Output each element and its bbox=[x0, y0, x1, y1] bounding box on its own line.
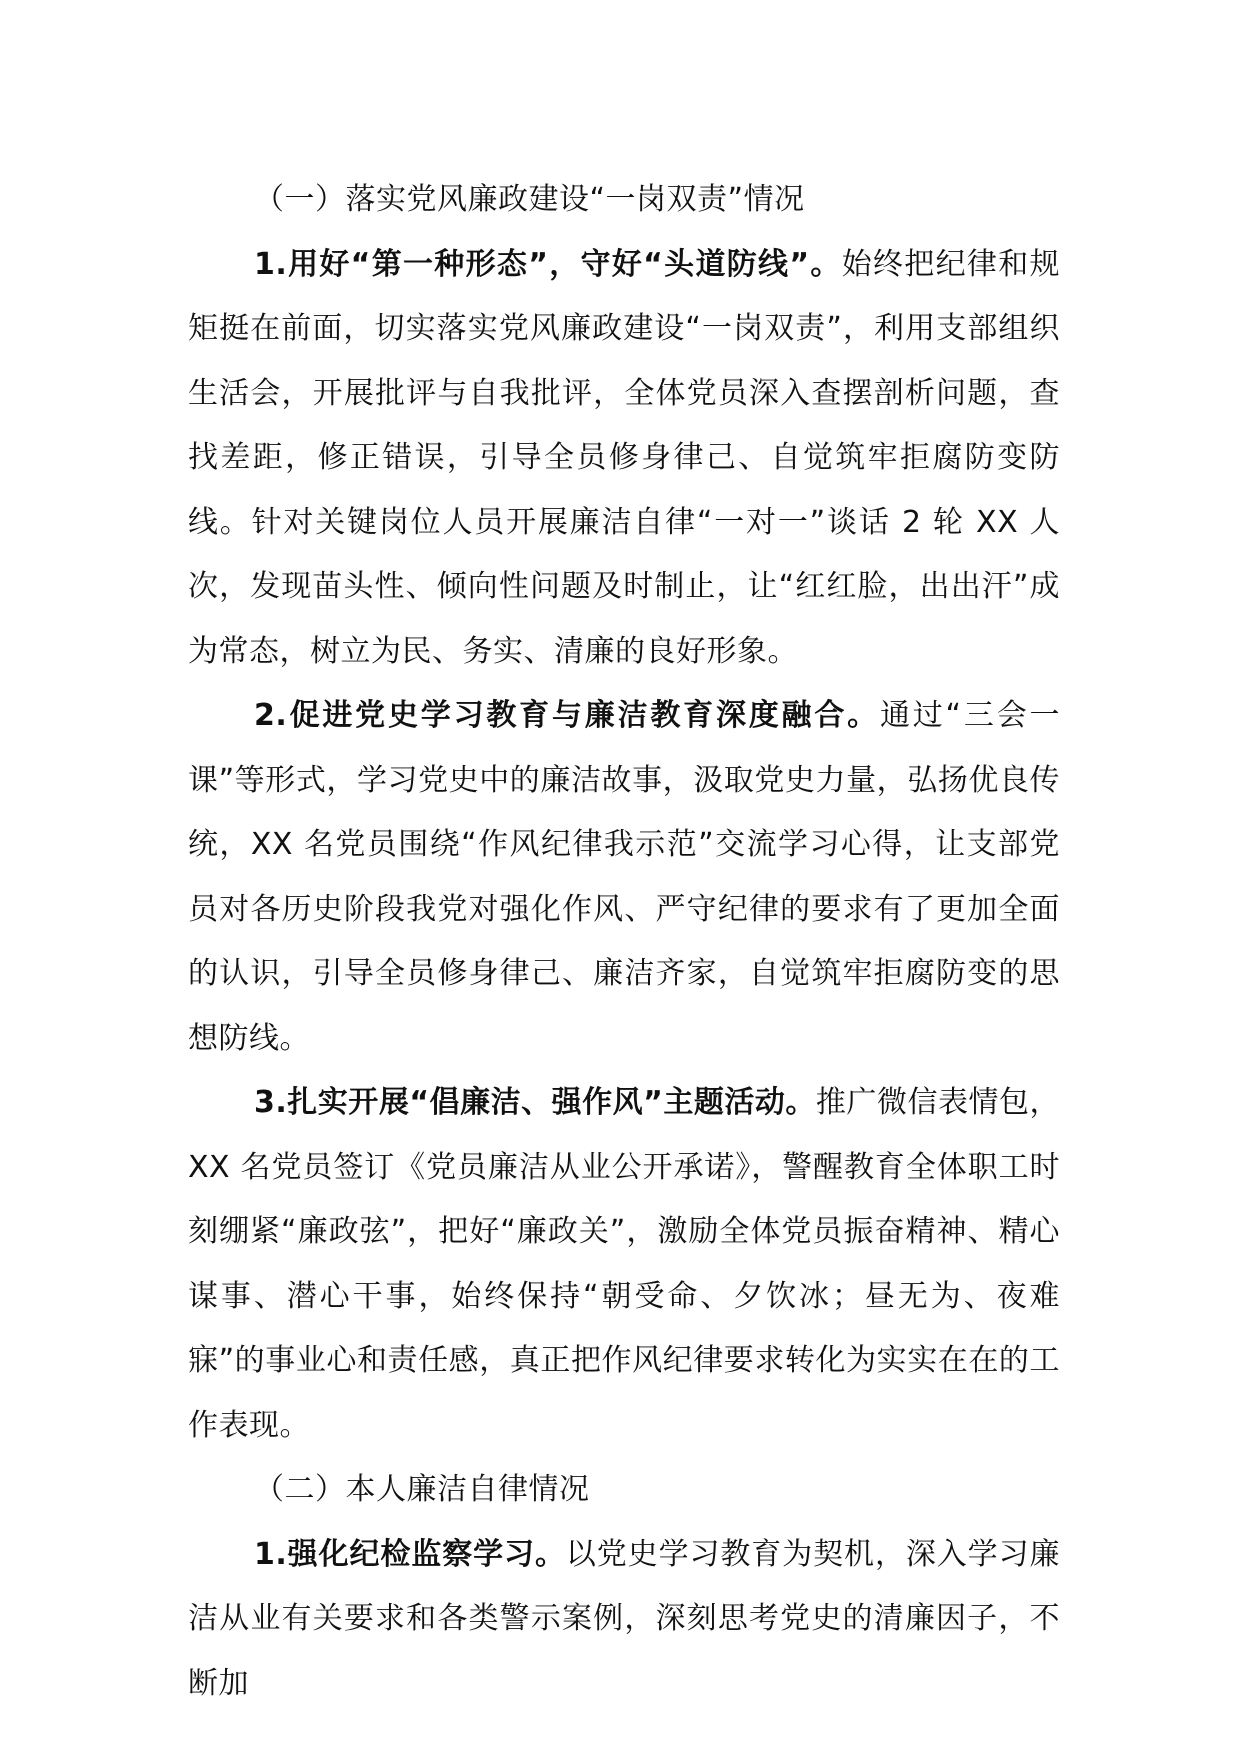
section-heading-1: （一）落实党风廉政建设“一岗双责”情况 bbox=[254, 182, 805, 217]
paragraph-text: 推广微信表情包，XX 名党员签订《党员廉洁从业公开承诺》，警醒教育全体职工时刻绷紧“廉政弦”，把好“廉政关”，激励全体党员振奋精神、精心谋事、潜心干事，始终保持“朝受命、夕饮冰；昼无为、夜难寐”的事业心和责任感，真正把作风纪律要求转化为实实在在的工作表现。 bbox=[188, 1085, 1060, 1443]
paragraph-text: 通过“三会一课”等形式，学习党史中的廉洁故事，汲取党史力量，弘扬优良传统，XX 名党员围绕“作风纪律我示范”交流学习心得，让支部党员对各历史阶段我党对强化作风、严守纪律的要求有了更加全面的认识，引导全员修身律己、廉洁齐家，自觉筑牢拒腐防变的思想防线。 bbox=[188, 698, 1060, 1056]
paragraph-text: 以党史学习教育为契机，深入学习廉洁从业有关要求和各类警示案例，深刻思考党史的清廉因子，不断加 bbox=[188, 1536, 1060, 1701]
section-heading-2: （二）本人廉洁自律情况 bbox=[254, 1472, 590, 1507]
paragraph-text: 始终把纪律和规矩挺在前面，切实落实党风廉政建设“一岗双责”，利用支部组织生活会，开展批评与自我批评，全体党员深入查摆剖析问题，查找差距，修正错误，引导全员修身律己、自觉筑牢拒腐防变防线。针对关键岗位人员开展廉洁自律“一对一”谈话 2 轮 XX 人次，发现苗头性、倾向性问题及时制止，让“红红脸，出出汗”成为常态，树立为民、务实、清廉的良好形象。 bbox=[188, 246, 1061, 669]
paragraph-2 bbox=[188, 684, 1060, 1071]
paragraph-lead: 2.促进党史学习教育与廉洁教育深度融合。 bbox=[254, 698, 880, 733]
paragraph-lead: 1.用好“第一种形态”，守好“头道防线”。 bbox=[254, 246, 842, 282]
paragraph-4 bbox=[188, 1523, 1060, 1717]
paragraph-3 bbox=[188, 1071, 1060, 1458]
document-body bbox=[188, 168, 1060, 1716]
paragraph-lead: 3.扎实开展“倡廉洁、强作风”主题活动。 bbox=[254, 1085, 816, 1120]
paragraph-lead: 1.强化纪检监察学习。 bbox=[254, 1536, 566, 1572]
paragraph-1 bbox=[188, 233, 1060, 685]
